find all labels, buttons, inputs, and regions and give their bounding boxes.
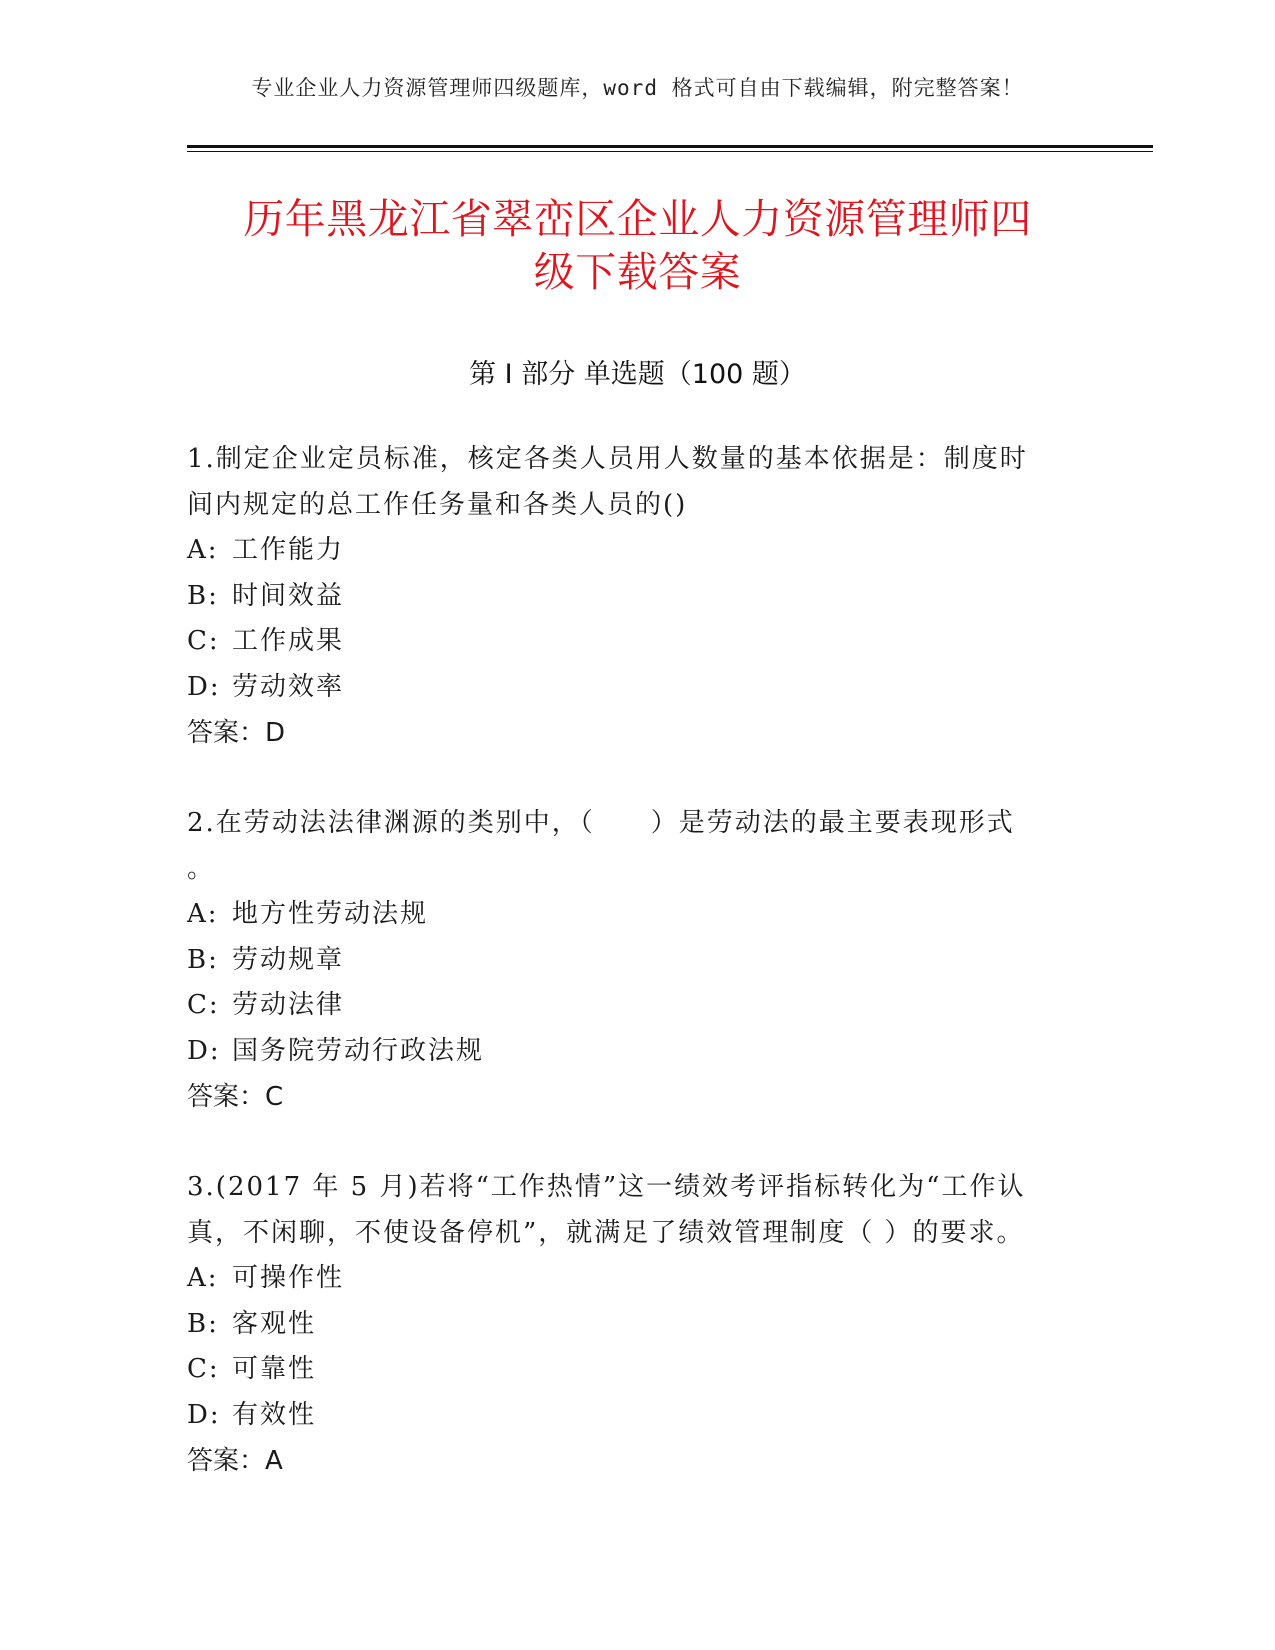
option-text: 劳动效率: [232, 671, 345, 702]
option-b: [187, 938, 1067, 984]
option-text: 地方性劳动法规: [232, 899, 429, 929]
document-title: [160, 193, 1115, 299]
question-stem: [187, 800, 1067, 892]
option-key: B:: [187, 1308, 219, 1339]
option-text: 时间效益: [232, 580, 345, 611]
option-b: [187, 1302, 1067, 1348]
option-a: [187, 1256, 1067, 1302]
option-c: [187, 619, 1067, 665]
option-key: C:: [187, 626, 220, 656]
option-key: A:: [187, 1263, 219, 1293]
question-stem-line-2: 间内规定的总工作任务量和各类人员的(): [187, 490, 688, 520]
option-key: C:: [187, 990, 220, 1020]
answer-label: 答案：: [187, 718, 266, 748]
question-stem-line-2: 。: [187, 854, 216, 884]
answer-value: D: [265, 718, 286, 748]
answer-value: C: [265, 1082, 284, 1112]
document-title-line-1: 历年黑龙江省翠峦区企业人力资源管理师四: [243, 195, 1032, 243]
option-text: 劳动法律: [232, 990, 345, 1020]
header-rule-thick: [187, 145, 1153, 148]
option-d: [187, 1029, 1067, 1075]
option-d: [187, 665, 1067, 711]
question-stem: [187, 1164, 1067, 1256]
answer-line: [187, 1074, 1067, 1120]
option-c: [187, 983, 1067, 1029]
option-c: [187, 1347, 1067, 1393]
question-stem-line-1: 3.(2017 年 5 月)若将“工作热情”这一绩效考评指标转化为“工作认: [187, 1172, 1026, 1202]
answer-label: 答案：: [187, 1446, 266, 1476]
option-text: 国务院劳动行政法规: [232, 1035, 485, 1066]
option-key: B:: [187, 580, 219, 611]
option-text: 有效性: [232, 1399, 317, 1430]
question-stem: [187, 436, 1067, 528]
header-rule-thin: [187, 151, 1153, 152]
question-list: [187, 436, 1067, 1484]
option-text: 可操作性: [232, 1263, 345, 1293]
question-1: [187, 436, 1067, 756]
question-stem-line-1: 2.在劳动法法律渊源的类别中，（ ）是劳动法的最主要表现形式: [187, 808, 1015, 838]
option-key: D:: [187, 1035, 221, 1066]
question-stem-line-2: 真，不闲聊，不使设备停机”，就满足了绩效管理制度（ ）的要求。: [187, 1218, 1025, 1248]
document-title-line-2: 级下载答案: [533, 248, 742, 296]
answer-line: [187, 1438, 1067, 1484]
option-text: 可靠性: [232, 1354, 317, 1384]
option-b: [187, 574, 1067, 620]
option-key: D:: [187, 671, 221, 702]
answer-line: [187, 710, 1067, 756]
option-d: [187, 1393, 1067, 1439]
option-text: 劳动规章: [232, 944, 345, 975]
option-a: [187, 528, 1067, 574]
option-key: A:: [187, 535, 219, 565]
option-text: 工作能力: [232, 535, 345, 565]
option-key: C:: [187, 1354, 220, 1384]
question-3: [187, 1164, 1067, 1484]
option-text: 客观性: [232, 1308, 317, 1339]
answer-label: 答案：: [187, 1082, 266, 1112]
page-header: 专业企业人力资源管理师四级题库，word 格式可自由下载编辑，附完整答案！: [251, 76, 1024, 100]
option-text: 工作成果: [232, 626, 345, 656]
option-key: B:: [187, 944, 219, 975]
option-a: [187, 892, 1067, 938]
question-stem-line-1: 1.制定企业定员标准，核定各类人员用人数量的基本依据是：制度时: [187, 444, 1028, 474]
section-title: 第 I 部分 单选题（100 题）: [469, 359, 806, 390]
option-key: D:: [187, 1399, 221, 1430]
option-key: A:: [187, 899, 219, 929]
question-2: [187, 800, 1067, 1120]
answer-value: A: [265, 1446, 283, 1476]
